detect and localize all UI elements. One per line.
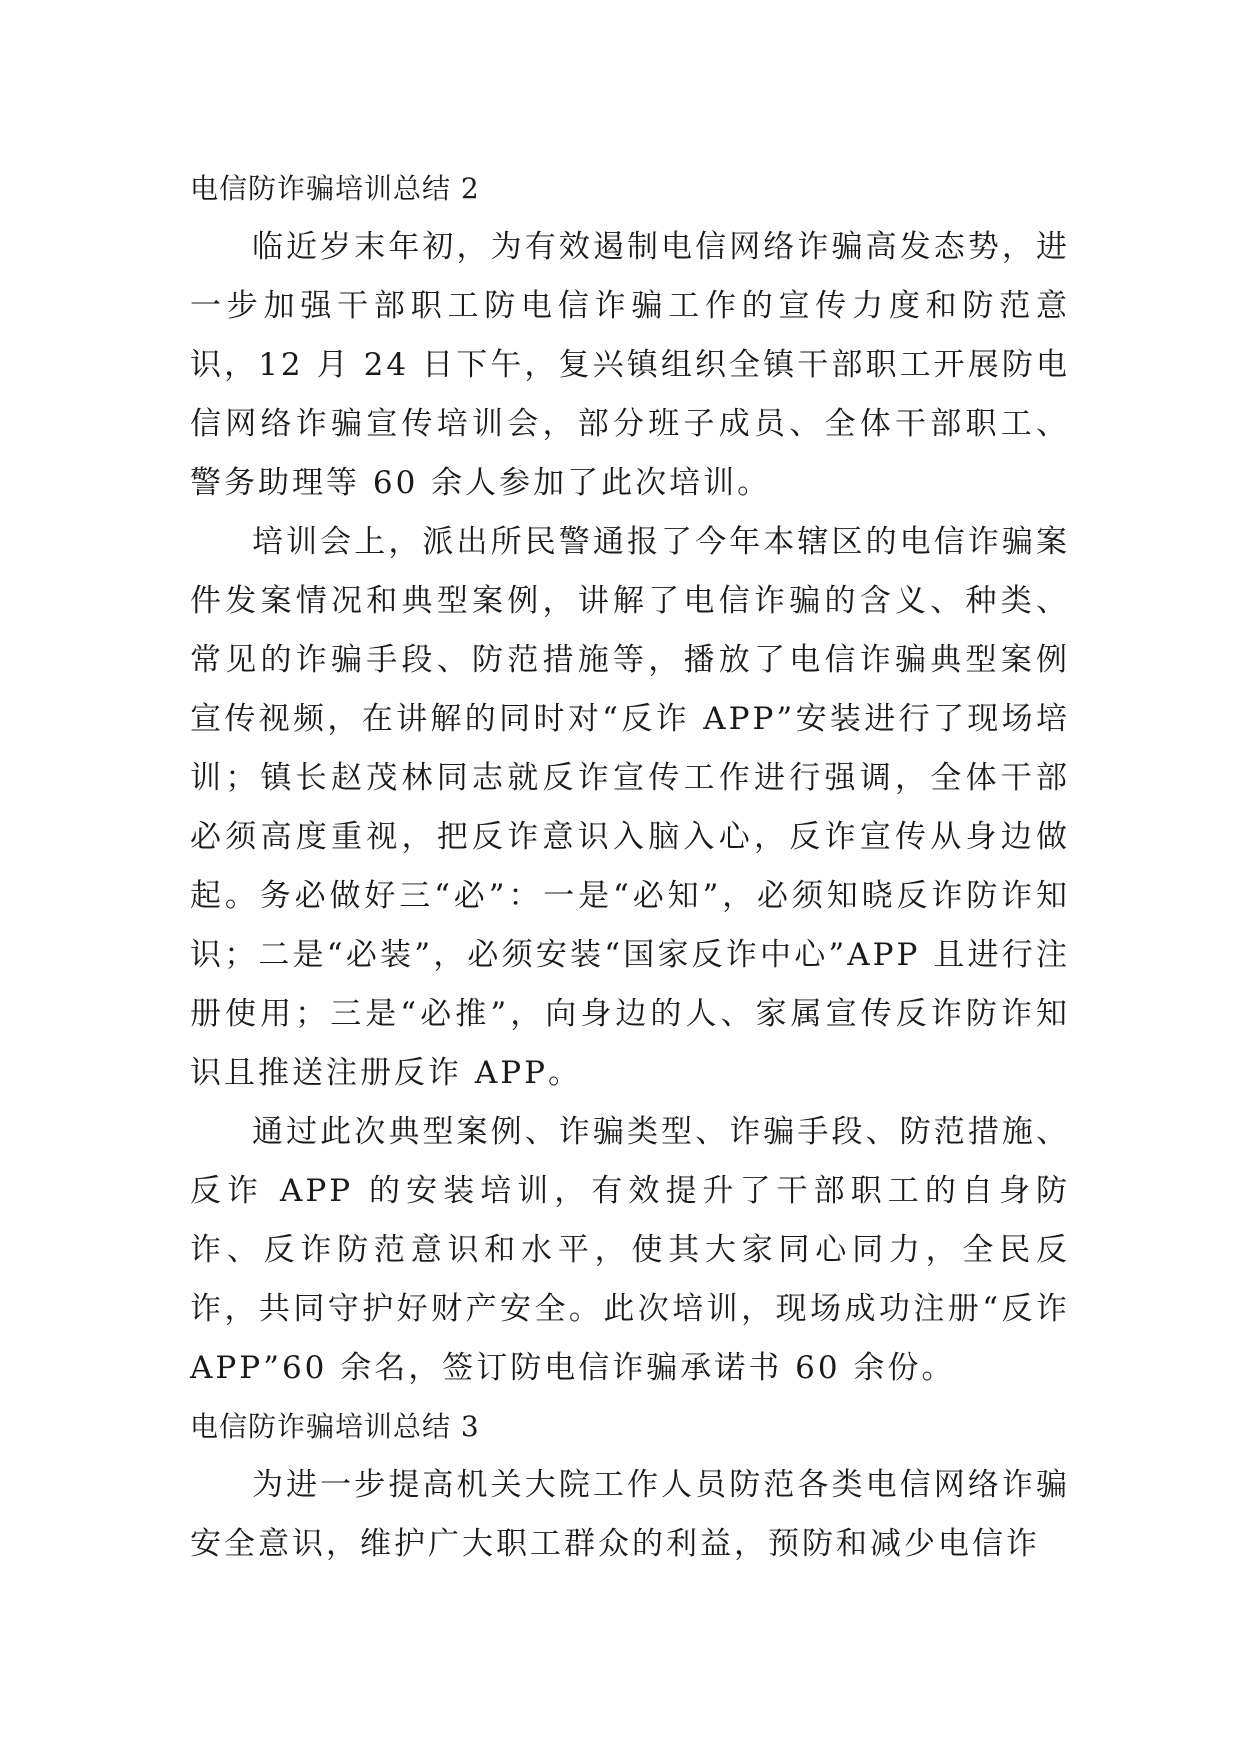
paragraph-4: 为进一步提高机关大院工作人员防范各类电信网络诈骗安全意识，维护广大职工群众的利益，预防和减少电信诈 xyxy=(190,1467,1070,1562)
paragraph-2: 培训会上，派出所民警通报了今年本辖区的电信诈骗案件发案情况和典型案例，讲解了电信诈骗的含义、种类、常见的诈骗手段、防范措施等，播放了电信诈骗典型案例宣传视频，在讲解的同时对“反诈 APP”安装进行了现场培训；镇长赵茂林同志就反诈宣传工作进行强调，全体干部必须高度重视，把反诈意识入脑入心，反诈宣传从身边做起。务必做好三“必”：一是“必知”，必须知晓反诈防诈知识；二是“必装”，必须安装“国家反诈中心”APP 且进行注册使用；三是“必推”，向身边的人、家属宣传反诈防诈知识且推送注册反诈 APP。 xyxy=(190,524,1070,1091)
document-page xyxy=(190,160,1070,1574)
paragraph-3: 通过此次典型案例、诈骗类型、诈骗手段、防范措施、反诈 APP 的安装培训，有效提升了干部职工的自身防诈、反诈防范意识和水平，使其大家同心同力，全民反诈，共同守护好财产安全。此次培训，现场成功注册“反诈 APP”60 余名，签订防电信诈骗承诺书 60 余份。 xyxy=(190,1114,1070,1386)
section-heading-2: 电信防诈骗培训总结 2 xyxy=(190,172,480,205)
paragraph-1: 临近岁末年初，为有效遏制电信网络诈骗高发态势，进一步加强干部职工防电信诈骗工作的宣传力度和防范意识，12 月 24 日下午，复兴镇组织全镇干部职工开展防电信网络诈骗宣传培训会，部分班子成员、全体干部职工、警务助理等 60 余人参加了此次培训。 xyxy=(190,229,1070,501)
section-heading-3: 电信防诈骗培训总结 3 xyxy=(190,1410,480,1443)
